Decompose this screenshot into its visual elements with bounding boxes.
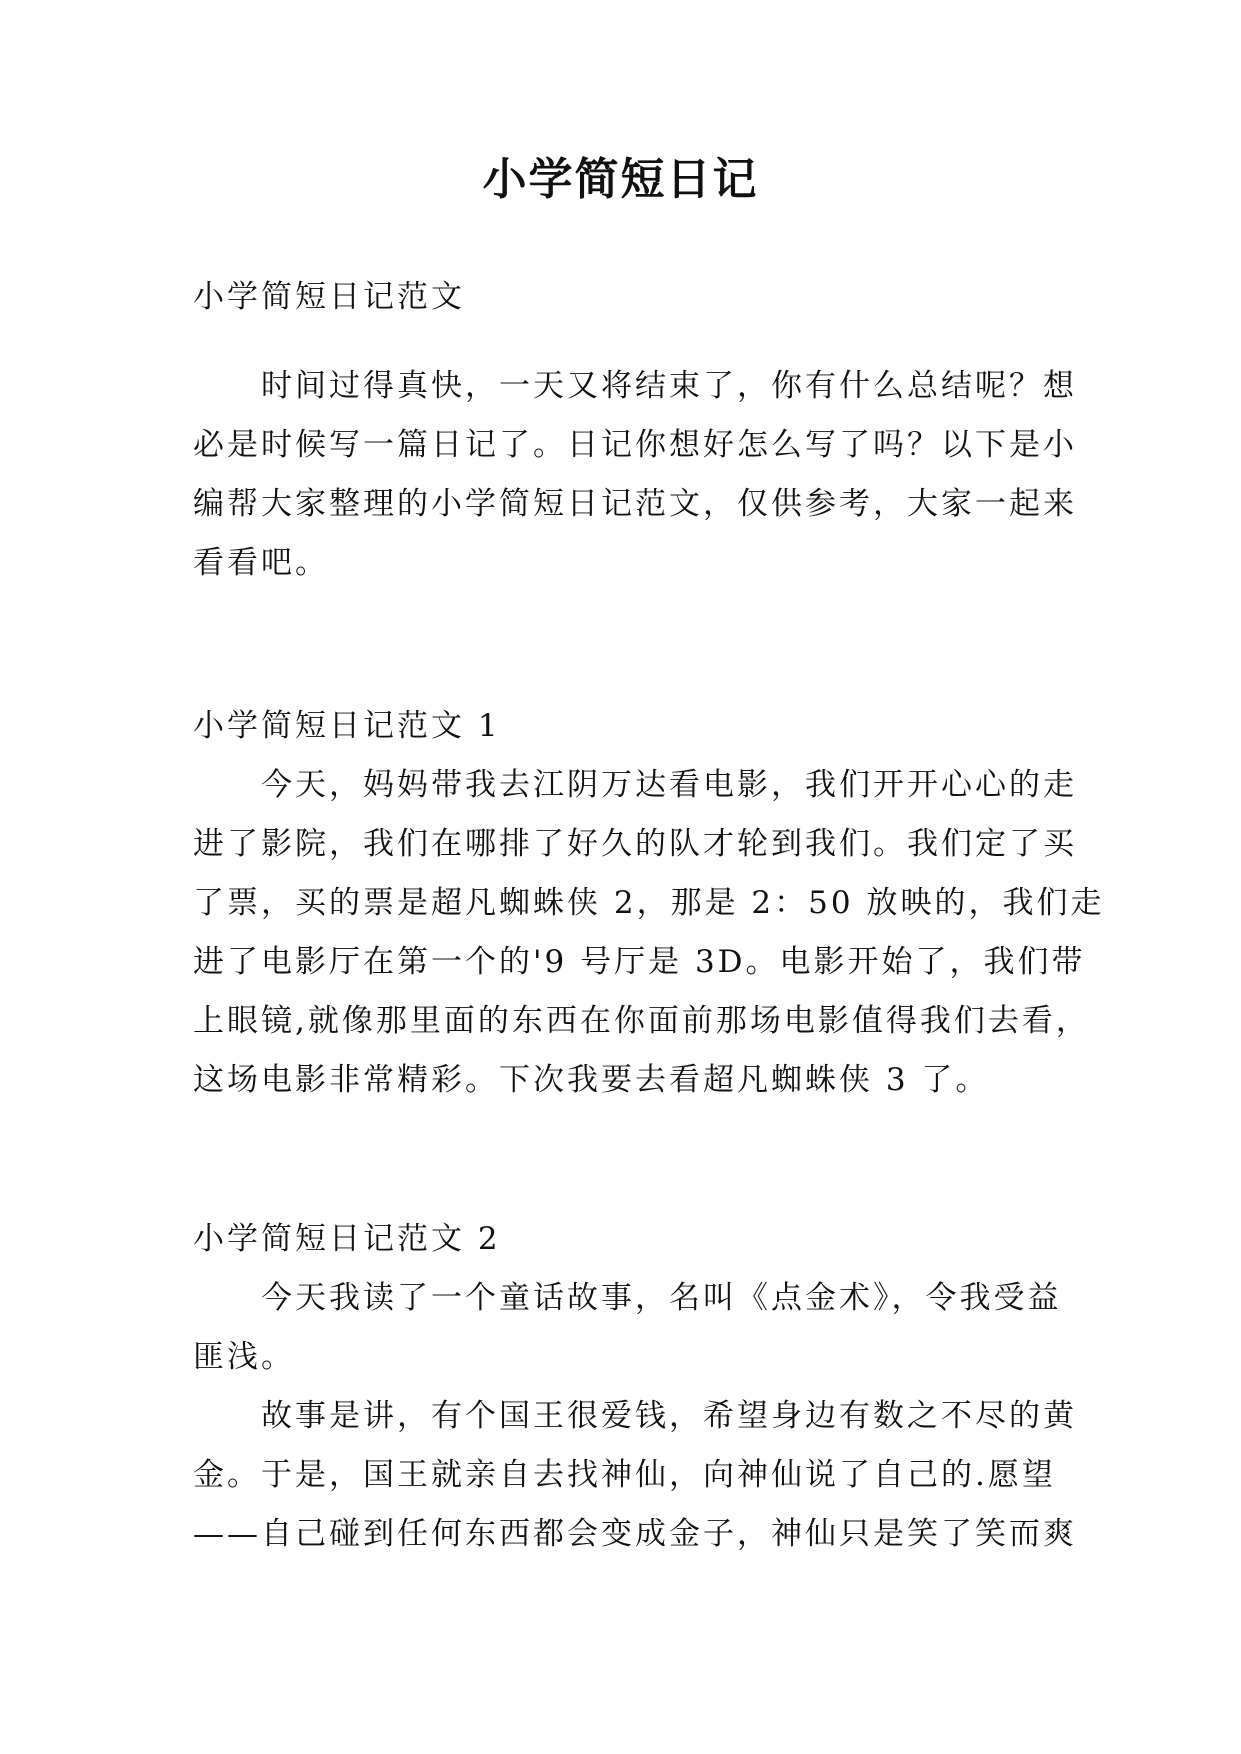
section-2-line: 金。于是，国王就亲自去找神仙，向神仙说了自己的.愿望 bbox=[193, 1457, 1056, 1493]
section-1-line: 进了影院，我们在哪排了好久的队才轮到我们。我们定了买 bbox=[193, 826, 1077, 862]
section-1-line: 这场电影非常精彩。下次我要去看超凡蜘蛛侠 3 了。 bbox=[193, 1062, 990, 1098]
section-1-body bbox=[193, 756, 1105, 1110]
section-1-line: 今天，妈妈带我去江阴万达看电影，我们开开心心的走 bbox=[193, 767, 1077, 803]
section-2-line: 匪浅。 bbox=[193, 1339, 295, 1375]
section-2-heading: 小学简短日记范文 2 bbox=[193, 1221, 501, 1257]
section-1-line: 上眼镜,就像那里面的东西在你面前那场电影值得我们去看， bbox=[193, 1003, 1090, 1039]
section-1-line: 进了电影厅在第一个的'9 号厅是 3D。电影开始了，我们带 bbox=[193, 944, 1086, 980]
section-2-line: 故事是讲，有个国王很爱钱，希望身边有数之不尽的黄 bbox=[193, 1398, 1077, 1434]
intro-line: 时间过得真快，一天又将结束了，你有什么总结呢？想 bbox=[193, 368, 1077, 404]
intro-paragraph bbox=[193, 357, 1077, 593]
section-2-line: 今天我读了一个童话故事，名叫《点金术》，令我受益 bbox=[193, 1280, 1062, 1316]
section-1-heading: 小学简短日记范文 1 bbox=[193, 708, 501, 744]
section-2-body bbox=[193, 1269, 1077, 1564]
section-2-line: ——自己碰到任何东西都会变成金子，神仙只是笑了笑而爽 bbox=[193, 1516, 1077, 1552]
subtitle: 小学简短日记范文 bbox=[193, 279, 465, 315]
intro-line: 编帮大家整理的小学简短日记范文，仅供参考，大家一起来 bbox=[193, 486, 1077, 522]
intro-line: 看看吧。 bbox=[193, 545, 329, 581]
document-title: 小学简短日记 bbox=[482, 154, 759, 205]
intro-line: 必是时候写一篇日记了。日记你想好怎么写了吗？以下是小 bbox=[193, 427, 1077, 463]
section-1-line: 了票，买的票是超凡蜘蛛侠 2，那是 2：50 放映的，我们走 bbox=[193, 885, 1105, 921]
